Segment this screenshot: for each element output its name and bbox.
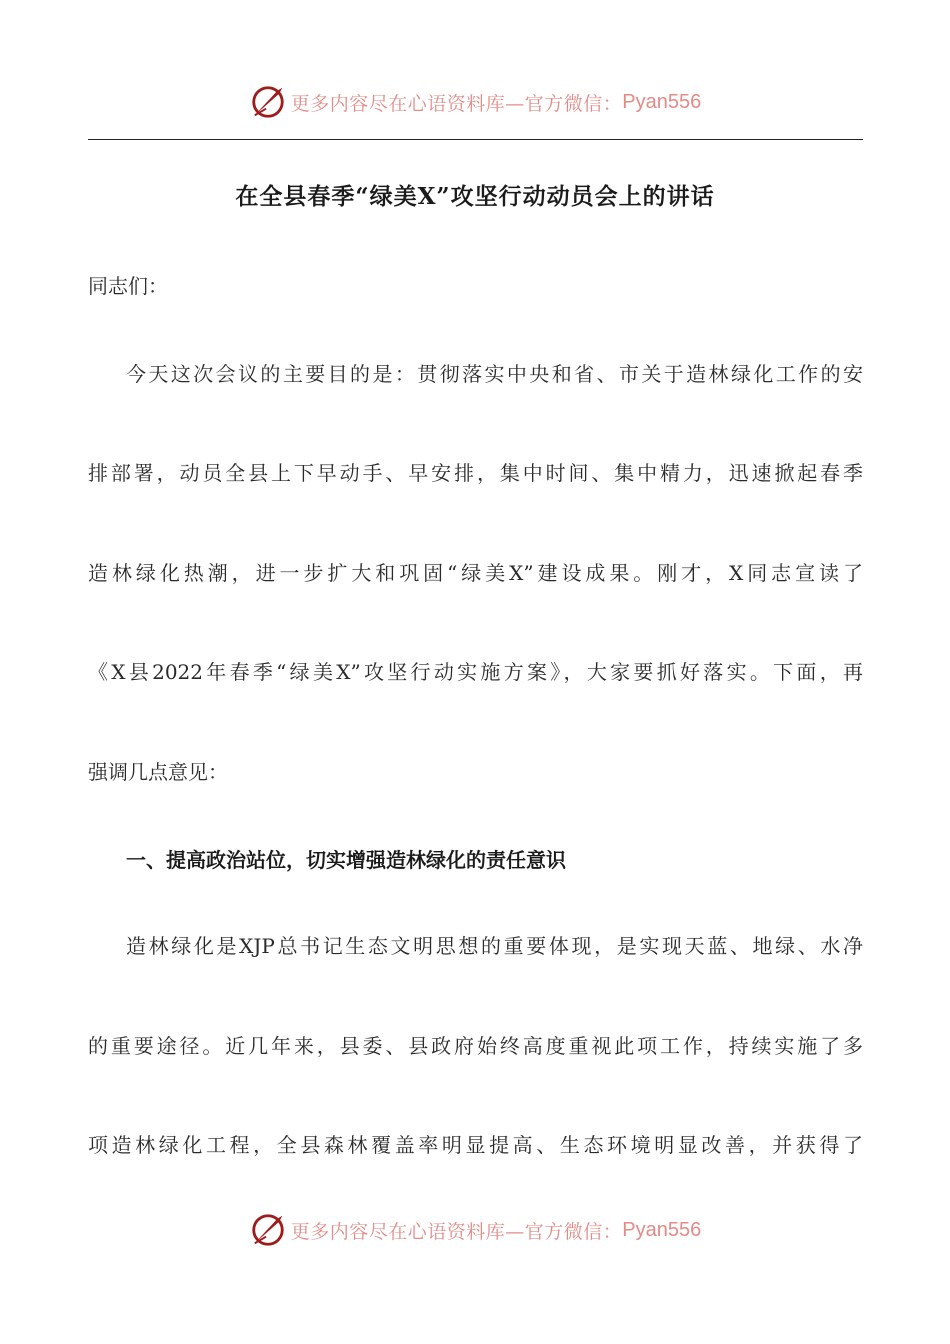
body-line: 造林绿化热潮，进一步扩大和巩固“绿美X”建设成果。刚才，X同志宣读了 bbox=[88, 561, 863, 585]
quill-logo-icon bbox=[249, 1211, 287, 1249]
document-title: 在全县春季“绿美X”攻坚行动动员会上的讲话 bbox=[235, 183, 715, 210]
body-line: 强调几点意见： bbox=[88, 760, 228, 784]
watermark-wechat-id: Pyan556 bbox=[622, 90, 702, 113]
header-watermark bbox=[0, 80, 950, 124]
watermark-text: 更多内容尽在心语资料库—官方微信： bbox=[290, 1220, 623, 1243]
quill-logo-icon bbox=[249, 83, 287, 121]
watermark-wechat-id: Pyan556 bbox=[622, 1218, 702, 1241]
footer-watermark bbox=[0, 1208, 950, 1252]
section-heading: 一、提高政治站位，切实增强造林绿化的责任意识 bbox=[126, 848, 566, 872]
body-line: 的重要途径。近几年来，县委、县政府始终高度重视此项工作，持续实施了多 bbox=[88, 1034, 863, 1058]
salutation: 同志们： bbox=[88, 274, 168, 298]
body-line: 《X县2022年春季“绿美X”攻坚行动实施方案》，大家要抓好落实。下面，再 bbox=[88, 660, 863, 684]
header-divider bbox=[88, 139, 863, 140]
watermark-text: 更多内容尽在心语资料库—官方微信： bbox=[290, 92, 623, 115]
body-line: 排部署，动员全县上下早动手、早安排，集中时间、集中精力，迅速掀起春季 bbox=[88, 461, 863, 485]
body-line: 造林绿化是XJP总书记生态文明思想的重要体现，是实现天蓝、地绿、水净 bbox=[126, 934, 863, 958]
body-line: 今天这次会议的主要目的是：贯彻落实中央和省、市关于造林绿化工作的安 bbox=[126, 362, 863, 386]
body-line: 项造林绿化工程，全县森林覆盖率明显提高、生态环境明显改善，并获得了 bbox=[88, 1133, 863, 1157]
